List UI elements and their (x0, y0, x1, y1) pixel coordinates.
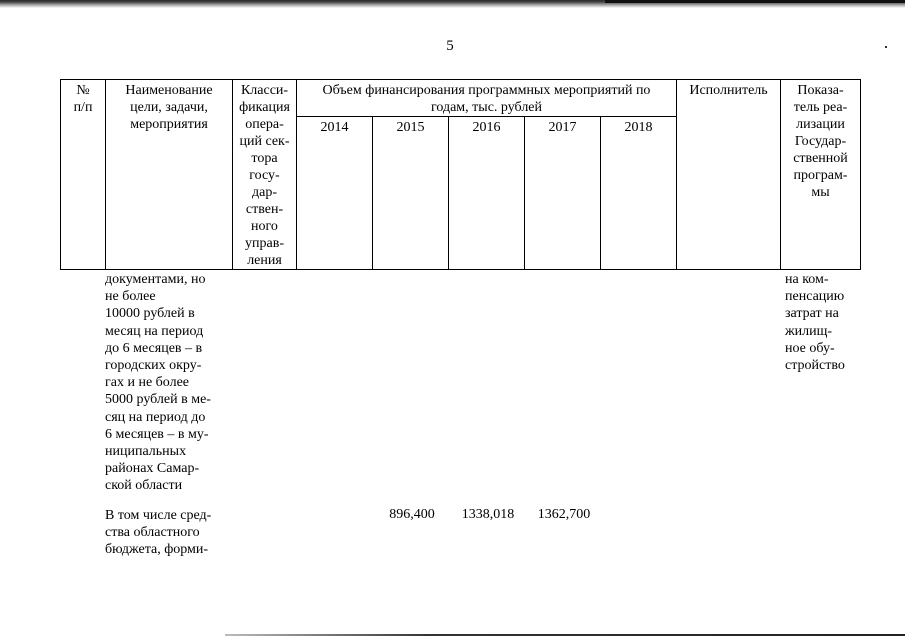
row2-value-2015: 896,400 (389, 507, 435, 522)
header-col-indicator: Показа- тель реа- лизации Государ- ственной програм- мы (781, 80, 861, 270)
page-number: 5 (446, 38, 454, 54)
header-col-number: № п/п (61, 80, 106, 270)
scan-edge-top-right (605, 0, 905, 3)
header-col-funding: Объем финансирования программных мероприятий по годам, тыс. рублей (297, 80, 677, 117)
scan-edge-bottom (225, 634, 905, 636)
header-year-2017: 2017 (525, 117, 601, 270)
header-year-2016: 2016 (449, 117, 525, 270)
header-year-2014: 2014 (297, 117, 373, 270)
funding-table-header (60, 79, 861, 270)
header-col-executor: Исполнитель (677, 80, 781, 270)
row2-name-text: В том числе сред- ства областного бюджета, форми- (105, 508, 212, 558)
header-col-classification: Класси- фикация опера- ций сек- тора госу- дар- ствен- ного управ- ления (233, 80, 297, 270)
header-col-name: Наименование цели, задачи, мероприятия (106, 80, 233, 270)
row1-name-text: документами, но не более 10000 рублей в месяц на период до 6 месяцев – в городских окру- гах и не более 5000 рублей в ме- сяц на период до 6 месяцев – в му- ниципальных районах Самар- ской области (105, 272, 211, 494)
row2-value-2017: 1362,700 (537, 507, 591, 522)
row2-value-2016: 1338,018 (461, 507, 515, 522)
header-year-2018: 2018 (601, 117, 677, 270)
header-year-2015: 2015 (373, 117, 449, 270)
row1-indicator-text: на ком- пенсацию затрат на жилищ- ное обу- стройство (785, 272, 845, 374)
scan-speck (885, 46, 887, 48)
